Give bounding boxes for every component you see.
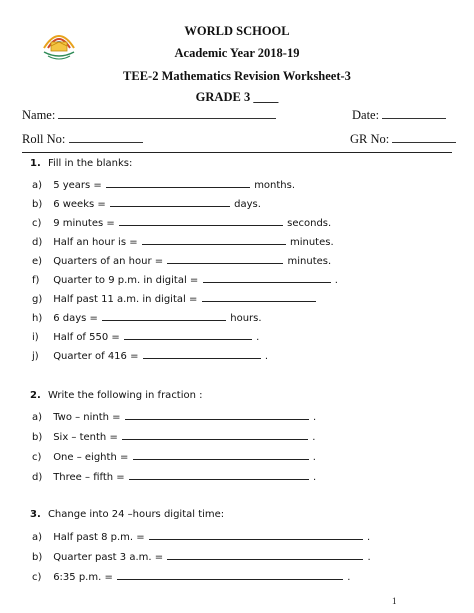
item-label: g) <box>32 294 43 305</box>
item-text: 6:35 p.m. = <box>53 572 113 583</box>
question-1-prompt: Fill in the blanks: <box>47 158 133 169</box>
school-name: WORLD SCHOOL <box>184 24 290 38</box>
date-field <box>352 108 446 123</box>
answer-blank <box>167 254 283 264</box>
answer-blank <box>167 550 363 560</box>
q1-item-d <box>32 235 334 248</box>
question-3-prompt: Change into 24 –hours digital time: <box>47 509 225 520</box>
header-divider <box>22 152 452 153</box>
q2-item-d <box>32 470 316 483</box>
name-blank <box>58 108 276 119</box>
item-suffix: days. <box>234 199 261 210</box>
item-text: Half past 11 a.m. in digital = <box>53 294 198 305</box>
question-1-number: 1. <box>30 158 41 169</box>
q3-item-c <box>32 570 350 583</box>
roll-label: Roll No: <box>22 132 66 146</box>
q2-item-a <box>32 410 316 423</box>
gr-field <box>350 132 456 147</box>
item-label: a) <box>32 532 43 543</box>
page-number: 1 <box>392 596 397 606</box>
answer-blank <box>125 410 309 420</box>
q1-item-a <box>32 178 295 191</box>
item-label: a) <box>32 180 43 191</box>
item-text: Six – tenth = <box>53 432 118 443</box>
item-text: Half an hour is = <box>53 237 138 248</box>
item-label: i) <box>32 332 39 343</box>
item-text: 5 years = <box>53 180 102 191</box>
answer-blank <box>129 470 309 480</box>
name-label: Name: <box>22 108 56 122</box>
q3-item-b <box>32 550 371 563</box>
q1-item-g <box>32 292 317 305</box>
item-suffix: months. <box>254 180 296 191</box>
answer-blank <box>110 197 230 207</box>
item-suffix: . <box>367 552 371 563</box>
item-label: d) <box>32 472 43 483</box>
q1-item-i <box>32 330 259 343</box>
q1-item-h <box>32 311 262 324</box>
grade-label: GRADE 3 ____ <box>195 90 279 104</box>
name-field <box>22 108 276 123</box>
answer-blank <box>124 330 252 340</box>
q1-item-c <box>32 216 331 229</box>
item-label: e) <box>32 256 43 267</box>
question-1-heading <box>30 158 132 169</box>
question-2-prompt: Write the following in fraction : <box>47 390 203 401</box>
item-label: c) <box>32 452 42 463</box>
answer-blank <box>122 430 308 440</box>
roll-field <box>22 132 143 147</box>
item-suffix: . <box>256 332 260 343</box>
item-text: Quarters of an hour = <box>53 256 164 267</box>
date-blank <box>382 108 446 119</box>
item-label: c) <box>32 218 42 229</box>
answer-blank <box>149 530 363 540</box>
answer-blank <box>102 311 226 321</box>
item-label: j) <box>32 351 39 362</box>
item-label: f) <box>32 275 40 286</box>
item-suffix: . <box>312 412 317 423</box>
gr-label: GR No: <box>350 132 390 146</box>
item-label: c) <box>32 572 42 583</box>
item-text: Two – ninth = <box>53 412 121 423</box>
answer-blank <box>202 292 316 302</box>
item-text: Half of 550 = <box>53 332 120 343</box>
q1-item-e <box>32 254 331 267</box>
q1-item-j <box>32 349 268 362</box>
item-text: 6 days = <box>53 313 98 324</box>
item-suffix: . <box>347 572 351 583</box>
item-label: b) <box>32 199 43 210</box>
item-text: One – eighth = <box>53 452 129 463</box>
item-label: d) <box>32 237 43 248</box>
item-text: Half past 8 p.m. = <box>53 532 145 543</box>
item-label: b) <box>32 552 43 563</box>
question-2-heading <box>30 390 203 401</box>
item-suffix: . <box>312 432 316 443</box>
roll-blank <box>69 132 143 143</box>
q3-item-a <box>32 530 370 543</box>
answer-blank <box>143 349 261 359</box>
item-text: Quarter to 9 p.m. in digital = <box>53 275 199 286</box>
answer-blank <box>117 570 343 580</box>
q2-item-c <box>32 450 316 463</box>
item-suffix: . <box>334 275 338 286</box>
item-suffix: minutes. <box>289 237 334 248</box>
item-label: a) <box>32 412 43 423</box>
item-suffix: hours. <box>230 313 262 324</box>
academic-year: Academic Year 2018-19 <box>174 46 300 60</box>
item-text: Quarter past 3 a.m. = <box>53 552 164 563</box>
worksheet-title: TEE-2 Mathematics Revision Worksheet-3 <box>123 69 351 83</box>
item-suffix: seconds. <box>287 218 332 229</box>
item-suffix: . <box>313 472 317 483</box>
answer-blank <box>133 450 309 460</box>
q1-item-f <box>32 273 338 286</box>
answer-blank <box>106 178 250 188</box>
gr-blank <box>392 132 456 143</box>
item-suffix: minutes. <box>287 256 332 267</box>
item-text: Quarter of 416 = <box>53 351 139 362</box>
date-label: Date: <box>352 108 380 122</box>
q1-item-b <box>32 197 261 210</box>
item-suffix: . <box>367 532 371 543</box>
answer-blank <box>119 216 283 226</box>
item-suffix: . <box>312 452 316 463</box>
q2-item-b <box>32 430 315 443</box>
item-text: Three – fifth = <box>53 472 125 483</box>
question-2-number: 2. <box>30 390 41 401</box>
answer-blank <box>142 235 286 245</box>
answer-blank <box>203 273 331 283</box>
item-text: 9 minutes = <box>53 218 115 229</box>
item-label: h) <box>32 313 43 324</box>
question-3-heading <box>30 509 224 520</box>
item-suffix: . <box>264 351 269 362</box>
item-label: b) <box>32 432 43 443</box>
question-3-number: 3. <box>30 509 41 520</box>
item-text: 6 weeks = <box>53 199 106 210</box>
